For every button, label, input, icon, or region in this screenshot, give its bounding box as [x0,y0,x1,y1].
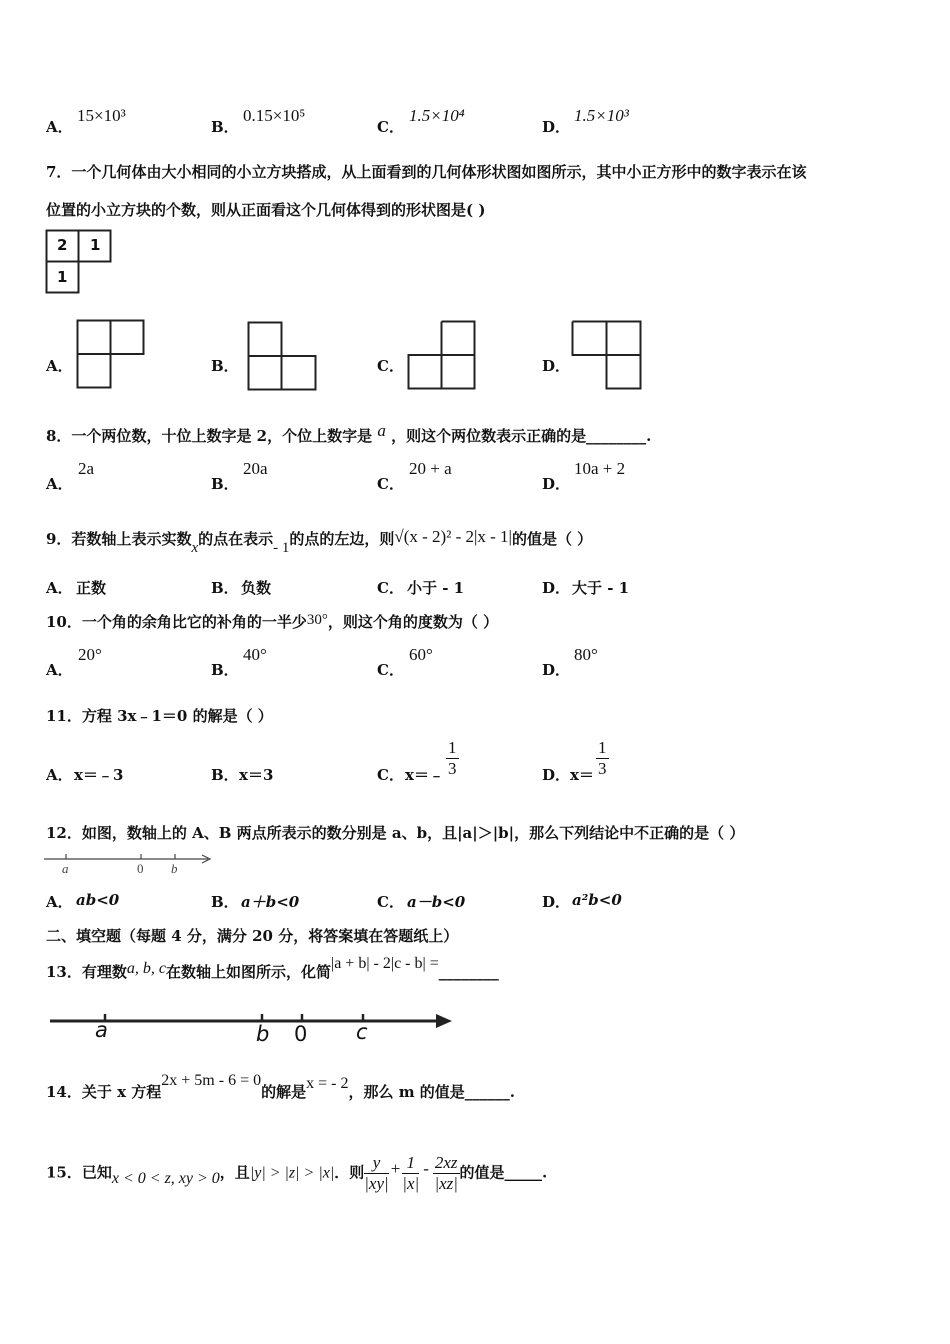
q7-option-c-figure [407,320,477,390]
q14-stem-c: ，那么 m 的值是______. [348,1083,516,1101]
q14-stem-a: 14．关于 x 方程 [46,1083,162,1101]
q11-option-d-fraction [596,738,609,779]
q12-axis-label-zero: 0 [137,861,144,876]
q9-option-a-value: 正数 [76,579,107,597]
q7-option-d-label: D． [542,357,571,375]
q11-option-d-value: x＝ [570,766,594,784]
q7-grid-cell-1: 2 [57,236,68,254]
q7-option-c-label: C． [377,357,404,375]
q7-option-b-figure [247,321,317,391]
q12-option-a-label: A． [46,893,73,911]
q9-stem-a: 9．若数轴上表示实数 [46,530,192,548]
q7-option-a-figure [76,319,146,389]
q14-stem-b: 的解是 [261,1083,307,1101]
q13-stem-a: 13．有理数 [46,963,127,981]
q10-degree: 30° [306,612,328,628]
q11-option-d-denominator: 3 [598,759,607,778]
q10-stem [46,611,498,632]
q6-option-a-label: A． [46,118,73,136]
q11-option-c-label: C． [377,766,404,784]
q9-neg-one: - 1 [273,540,290,556]
q13-number-line [50,1011,460,1031]
q6-option-c-label: C． [377,118,404,136]
q13-axis-label-a: a [95,1018,108,1042]
q12-option-c-label: C． [377,893,404,911]
q15-stem-b: ，且 [219,1163,250,1182]
q7-stem-line2: 位置的小立方块的个数，则从正面看这个几何体得到的形状图是( ) [46,201,486,219]
q8-option-c-value: 20 + a [409,459,452,478]
q6-option-c-value: 1.5×10⁴ [409,106,465,125]
q15-fraction-3 [433,1153,460,1194]
q11-stem: 11．方程 3x﹣1＝0 的解是（ ） [46,707,273,725]
q9-option-b-value: 负数 [241,579,272,597]
q6-option-d-value: 1.5×10³ [574,106,629,125]
q15-stem-d: 的值是_____. [459,1163,548,1182]
q11-option-b-value: x＝3 [239,766,274,784]
q11-option-a-value: x＝﹣3 [74,766,124,784]
q12-number-line [44,852,214,866]
q10-stem-b: ，则这个角的度数为（ ） [327,613,499,631]
q15-fraction-1-denominator: |xy| [364,1174,389,1193]
q15-stem-c: ．则 [334,1163,365,1182]
q8-option-a-value: 2a [78,459,95,478]
q8-option-b-label: B． [211,475,239,493]
q6-option-d-label: D． [542,118,571,136]
q10-option-d-label: D． [542,661,571,679]
q8-option-b-value: 20a [243,459,268,478]
q9-stem-c: 的点的左边，则 [289,530,395,548]
q10-option-b-value: 40° [243,645,267,664]
q10-option-a-value: 20° [78,645,102,664]
q11-option-c-numerator: 1 [448,738,457,757]
q10-stem-a: 10．一个角的余角比它的补角的一半少 [46,613,307,631]
q12-option-a-value: ab<0 [76,891,120,909]
q12-option-c-value: a－b<0 [407,893,466,911]
q9-stem-b: 的点在表示 [198,530,274,548]
q13-expression: |a + b| - 2|c - b| = [331,955,439,972]
q13-stem [46,955,499,982]
q8-option-c-label: C． [377,475,404,493]
q12-option-d-value: a²b<0 [572,891,622,909]
q11-option-d-label: D． [542,766,571,784]
q11-option-c-fraction [446,738,459,779]
q8-var-a: a [377,421,386,440]
q15-fraction-2 [402,1153,419,1194]
q12-stem: 12．如图，数轴上的 A、B 两点所表示的数分别是 a、b，且|a|＞|b|，那么下列结论中不正确的是（ ） [46,824,745,842]
q9-stem [46,527,593,556]
q15-stem [46,1153,547,1194]
q13-stem-b: 在数轴上如图所示，化简 [165,963,331,981]
q9-var-x: x [191,540,199,556]
q15-fraction-1 [364,1153,388,1194]
q13-blank: ________ [438,963,499,981]
q9-option-d-value: 大于 - 1 [572,579,630,597]
q7-option-d-figure [571,320,643,390]
q12-option-d-label: D． [542,893,571,911]
q7-option-a-label: A． [46,357,73,375]
q15-fraction-2-numerator: 1 [402,1153,419,1174]
q12-axis-label-b: b [171,861,178,876]
q9-option-c-value: 小于 - 1 [407,579,465,597]
q8-stem-a: 8．一个两位数，十位上数字是 2，个位上数字是 [46,427,373,445]
q9-expression: √(x - 2)² - 2|x - 1| [394,527,512,546]
q14-equation: 2x + 5m - 6 = 0 [161,1072,262,1089]
q6-option-b-value: 0.15×10⁵ [243,106,306,125]
q10-option-c-value: 60° [409,645,433,664]
q10-option-b-label: B． [211,661,239,679]
q10-option-a-label: A． [46,661,73,679]
q8-stem-b: ，则这个两位数表示正确的是________. [391,427,652,445]
q8-option-d-label: D． [542,475,571,493]
q9-option-b-label: B． [211,579,239,597]
q10-option-c-label: C． [377,661,404,679]
q15-fraction-1-numerator: y [364,1153,388,1174]
q15-plus: + [390,1158,401,1178]
q15-abs-condition: |y| > |z| > |x| [249,1164,335,1182]
q11-option-c-denominator: 3 [448,759,457,778]
q13-vars: a, b, c [126,960,166,977]
q7-grid-lines [45,229,115,295]
q8-stem [46,421,652,446]
q9-stem-d: 的值是（ ） [511,530,593,548]
q14-solution: x = - 2 [306,1075,349,1092]
q11-option-a-label: A． [46,766,73,784]
q15-stem-a: 15．已知 [46,1163,112,1182]
q6-option-a-value: 15×10³ [77,106,126,125]
q7-stem-line1: 7．一个几何体由大小相同的小立方块搭成，从上面看到的几何体形状图如图所示，其中小正方形中的数字表示在该 [46,163,807,181]
q6-option-b-label: B． [211,118,239,136]
q10-option-d-value: 80° [574,645,598,664]
q8-option-d-value: 10a + 2 [574,459,626,478]
q13-axis-label-b: b [256,1022,270,1046]
q12-option-b-label: B． [211,893,239,911]
q11-option-b-label: B． [211,766,239,784]
q9-option-c-label: C． [377,579,404,597]
q15-fraction-2-denominator: |x| [402,1174,420,1193]
q8-option-a-label: A． [46,475,73,493]
q13-axis-label-zero: 0 [294,1022,308,1046]
q12-axis-label-a: a [62,861,69,876]
q7-option-b-label: B． [211,357,239,375]
section-2-heading: 二、填空题（每题 4 分，满分 20 分，将答案填在答题纸上） [46,927,459,945]
q9-option-d-label: D． [542,579,571,597]
q15-condition: x < 0 < z, xy > 0 [111,1169,220,1187]
q9-option-a-label: A． [46,579,73,597]
q15-minus: - [423,1158,429,1178]
q7-grid-cell-3: 1 [57,268,68,286]
q14-stem [46,1072,516,1102]
q13-axis-label-c: c [356,1020,368,1044]
q11-option-c-value: x＝﹣ [405,766,444,784]
q12-option-b-value: a＋b<0 [241,893,300,911]
q15-fraction-3-denominator: |xz| [434,1174,458,1193]
q11-option-d-numerator: 1 [598,738,607,757]
q7-grid-cell-2: 1 [90,236,101,254]
q15-fraction-3-numerator: 2xz [434,1153,458,1172]
